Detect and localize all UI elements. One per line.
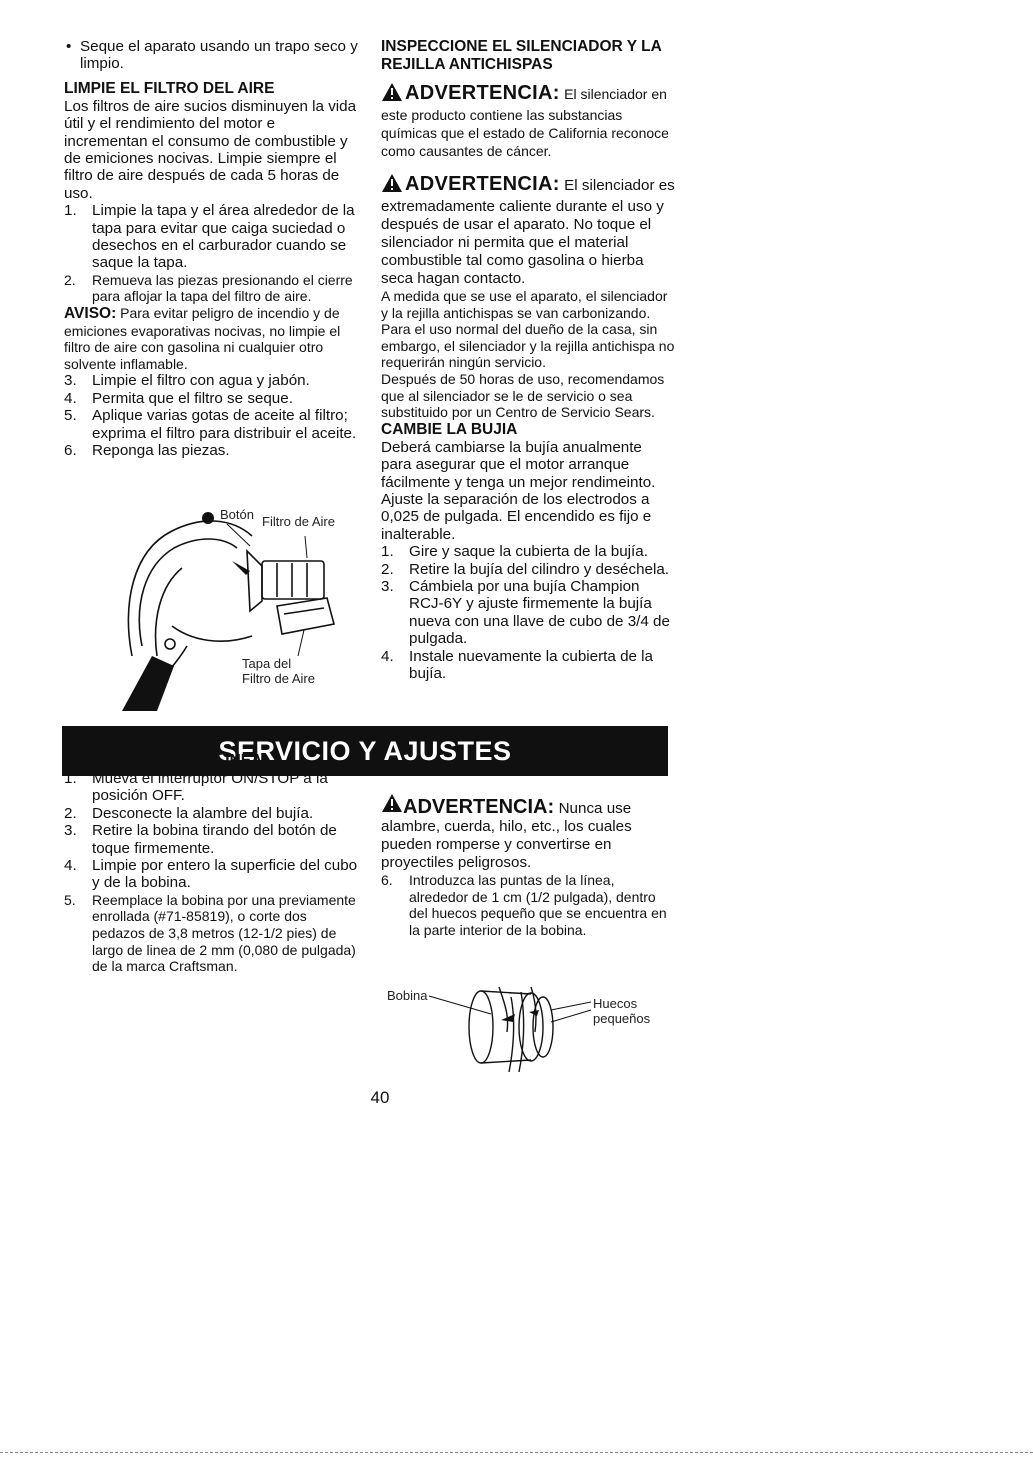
notice-paragraph: AVISO: Para evitar peligro de incendio y de emiciones evaporativas nocivas, no limpie el filtro de aire con gasolina ni cualquier otro solvente inflamable. — [64, 305, 341, 372]
spool-figure — [381, 982, 676, 1074]
right-column — [381, 38, 676, 682]
muffler-paragraph-2: Después de 50 horas de uso, recomendamos que al silenciador se le de servicio o sea substituido por un Centro de Servicio Sears. — [381, 370, 665, 421]
list-item: 6. Reponga las piezas. — [64, 442, 230, 460]
figure-label-spool: Bobina — [387, 988, 428, 1003]
figure-label-holes: Huecos pequeños — [593, 996, 651, 1026]
warning-block — [381, 173, 676, 288]
bottom-rule — [0, 1452, 1033, 1453]
line-replacement-steps — [64, 770, 360, 975]
list-item: 2. Desconecte la alambre del bujía. — [64, 804, 314, 822]
warning-label: ADVERTENCIA: — [405, 82, 560, 104]
muffler-heading: INSPECCIONE EL SILENCIADOR Y LA REJILLA ANTICHISPAS — [381, 38, 662, 73]
warning-label: ADVERTENCIA: — [405, 173, 560, 195]
warning-triangle-icon — [381, 800, 403, 817]
bullet-item: • Seque el aparato usando un trapo seco y limpio. — [66, 38, 358, 73]
line-warning-column — [381, 793, 676, 938]
notice-label: AVISO: — [64, 305, 117, 323]
list-item: 6. Introduzca las puntas de la línea, alrededor de 1 cm (1/2 pulgada), dentro del huecos pequeño que se encuentra en la parte interior de la bobina. — [381, 872, 667, 938]
left-column — [64, 38, 360, 459]
list-item: 1. Gire y saque la cubierta de la bujía. — [381, 543, 648, 561]
figure-label-button: Botón — [220, 507, 254, 522]
warning-text: Nunca use alambre, cuerda, hilo, etc., los cuales pueden romperse y convertirse en proyectiles peligrosos. — [381, 800, 632, 871]
page-number: 40 — [370, 1088, 390, 1107]
warning-block — [381, 793, 676, 872]
figure-label-filter: Filtro de Aire — [262, 514, 335, 529]
list-item: 1. Limpie la tapa y el área alrededor de la tapa para evitar que caiga suciedad o desechos en el carburador cuando se saque la tapa. — [64, 202, 355, 272]
warning-text: El silenciador es extremadamente caliente durante el uso y después de usar el aparato. No toque el silenciador ni permita que el material combustible tal como gasolina o hierba seca hagan contacto. — [381, 177, 675, 287]
warning-triangle-icon — [381, 82, 403, 107]
warning-triangle-icon — [381, 173, 403, 198]
list-item: 4. Instale nuevamente la cubierta de la bujía. — [381, 647, 654, 683]
air-filter-steps-a — [64, 202, 360, 305]
line-replacement-column — [64, 752, 360, 975]
section-banner: SERVICIO Y AJUSTES — [62, 726, 668, 776]
air-filter-figure — [112, 506, 358, 714]
list-item: 3. Retire la bobina tirando del botón de toque firmemente. — [64, 822, 337, 857]
figure-label-cover: Tapa del Filtro de Aire — [242, 656, 315, 686]
muffler-paragraph: A medida que se use el aparato, el silenciador y la rejilla antichispas se van carbonizando. Para el uso normal del dueño de la casa, sin embargo, el silenciador y la rejilla antichispa no requerirán ningún servicio. — [381, 288, 675, 371]
list-item: 5. Aplique varias gotas de aceite al filtro; exprima el filtro para distribuir el aceite. — [64, 407, 357, 442]
list-item: 3. Limpie el filtro con agua y jabón. — [64, 372, 310, 390]
line-replacement-heading: REEMPLAZO DE LA LINEA — [64, 752, 263, 769]
warning-block — [381, 82, 676, 161]
spark-plug-heading: CAMBIE LA BUJIA — [381, 420, 518, 438]
warning-text: El silenciador en este producto contiene las substancias químicas que el estado de California reconoce como causantes de cáncer. — [381, 86, 669, 159]
warning-label: ADVERTENCIA: — [403, 796, 555, 818]
list-item: 2. Remueva las piezas presionando el cierre para aflojar la tapa del filtro de aire. — [64, 271, 353, 305]
list-item: 3. Cámbiela por una bujía Champion RCJ-6Y y ajuste firmemente la bujía nueva con una llave de cubo de 3/4 de pulgada. — [381, 578, 670, 648]
air-filter-heading: LIMPIE EL FILTRO DEL AIRE — [64, 79, 275, 97]
list-item: 5. Reemplace la bobina por una previamente enrollada (#71-85819), o corte dos pedazos de 3,8 metros (12-1/2 pies) de largo de linea de 2 mm (0,080 de pulgada) de la marca Craftsman. — [64, 891, 356, 975]
list-item: 4. Permita que el filtro se seque. — [64, 389, 293, 407]
list-item: 2. Retire la bujía del cilindro y deséchela. — [381, 560, 670, 578]
air-filter-steps-b — [64, 372, 360, 459]
spark-plug-steps — [381, 543, 676, 682]
list-item: 1. Mueva el interruptor ON/STOP a la posición OFF. — [64, 770, 328, 805]
air-filter-intro: Los filtros de aire sucios disminuyen la vida útil y el rendimiento del motor e incrementan el consumo de combustible y de emiciones nocivas. Limpie siempre el filtro de aire después de cada 5 horas de uso. — [64, 97, 357, 202]
spark-plug-intro: Deberá cambiarse la bujía anualmente para asegurar que el motor arranque fácilmente y tenga un mejor rendimeinto. Ajuste la separación de los electrodos a 0,025 de pulgada. El encendido es fijo e inalterable. — [381, 438, 656, 543]
line-step-six — [381, 872, 676, 938]
list-item: 4. Limpie por entero la superficie del cubo y de la bobina. — [64, 857, 358, 892]
